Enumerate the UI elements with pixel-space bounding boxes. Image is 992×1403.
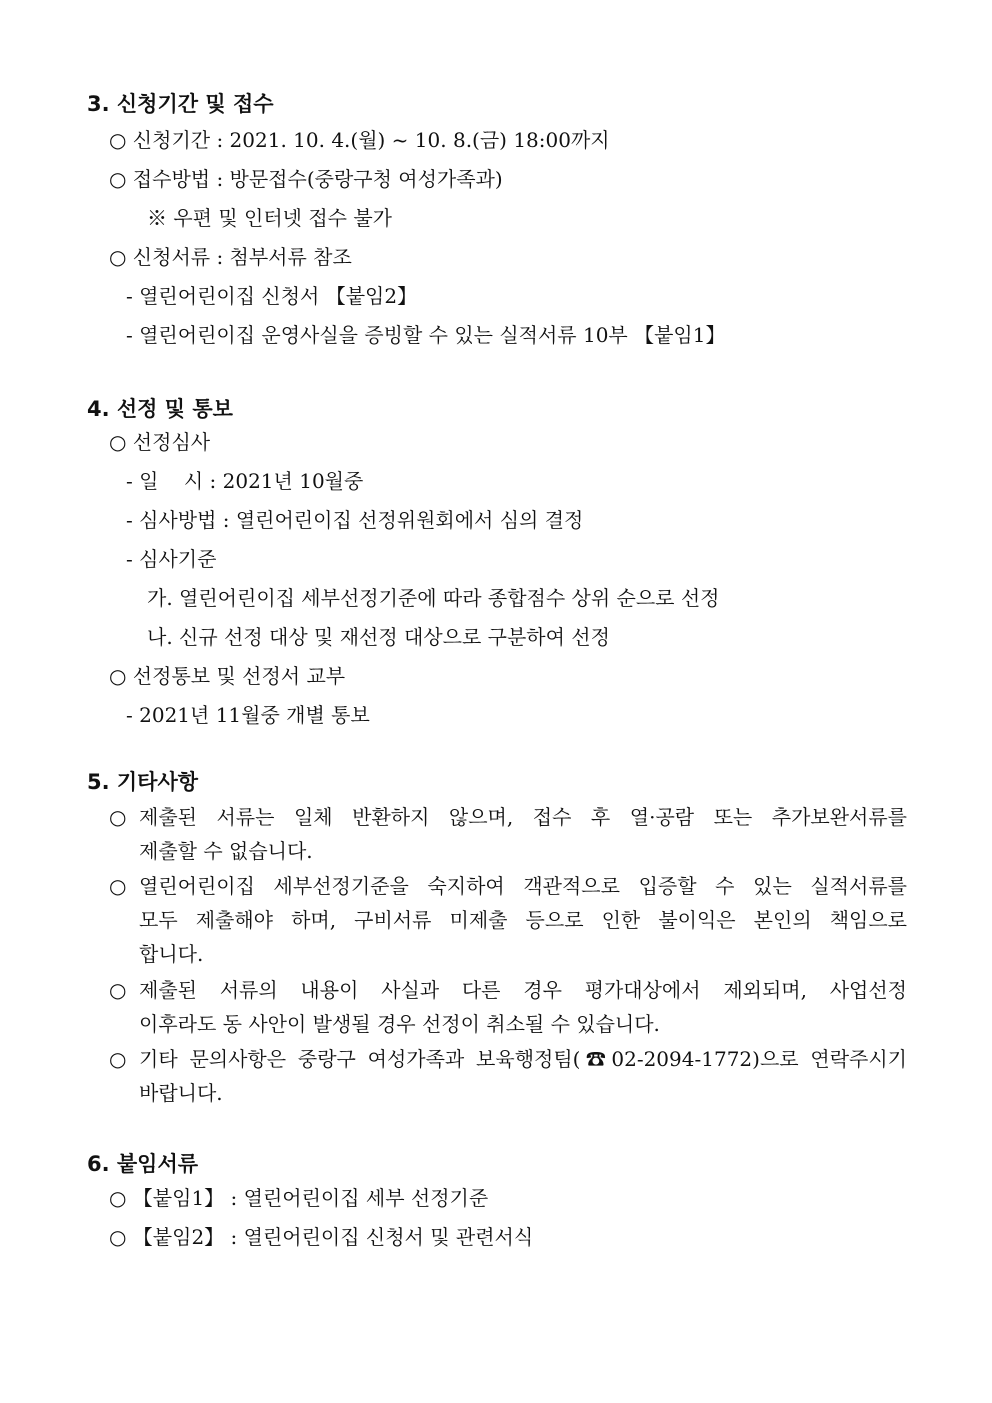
review-criteria: - 심사기준 [126, 547, 217, 571]
selection-notification: ○ 선정통보 및 선정서 교부 [109, 664, 346, 688]
criteria-na: 나. 신규 선정 대상 및 재선정 대상으로 구분하여 선정 [147, 625, 610, 649]
attachment-2: ○ 【붙임2】 : 열린어린이집 신청서 및 관련서식 [109, 1225, 534, 1249]
bullet-marker: ○ [109, 874, 127, 898]
review-date: - 일 시 : 2021년 10월중 [126, 469, 364, 493]
attachment-1: ○ 【붙임1】 : 열린어린이집 세부 선정기준 [109, 1186, 489, 1210]
other-item-3-line-1: 제출된 서류의 내용이 사실과 다른 경우 평가대상에서 제외되며, 사업선정 [139, 978, 907, 1002]
other-item-2-line-3: 합니다. [139, 942, 204, 966]
other-item-1-line-2: 제출할 수 없습니다. [139, 839, 313, 863]
other-item-1 [109, 803, 907, 831]
other-item-2-line-1: 열린어린이집 세부선정기준을 숙지하여 객관적으로 입증할 수 있는 실적서류를 [139, 874, 907, 898]
submission-note: ※ 우편 및 인터넷 접수 불가 [147, 206, 392, 230]
section-4-heading: 4. 선정 및 통보 [87, 397, 233, 421]
section-3-heading: 3. 신청기간 및 접수 [87, 92, 274, 116]
other-item-3 [109, 976, 907, 1004]
other-item-4-line-1: 기타 문의사항은 중랑구 여성가족과 보육행정팀(☎02-2094-1772)으로 연락주시기 [139, 1047, 907, 1071]
application-documents: ○ 신청서류 : 첨부서류 참조 [109, 245, 352, 269]
notification-timing: - 2021년 11월중 개별 통보 [126, 703, 370, 727]
other-item-4 [109, 1045, 907, 1073]
criteria-ga: 가. 열린어린이집 세부선정기준에 따라 종합점수 상위 순으로 선정 [147, 586, 720, 610]
bullet-marker: ○ [109, 805, 127, 829]
submission-method: ○ 접수방법 : 방문접수(중랑구청 여성가족과) [109, 167, 503, 191]
document-item-1: - 열린어린이집 신청서 【붙임2】 [126, 284, 418, 308]
other-item-3-line-2: 이후라도 동 사안이 발생될 경우 선정이 취소될 수 있습니다. [139, 1012, 660, 1036]
bullet-marker: ○ [109, 978, 127, 1002]
other-item-4-line-2: 바랍니다. [139, 1081, 223, 1105]
other-item-2-line-2: 모두 제출해야 하며, 구비서류 미제출 등으로 인한 불이익은 본인의 책임으로 [139, 908, 907, 932]
review-method: - 심사방법 : 열린어린이집 선정위원회에서 심의 결정 [126, 508, 584, 532]
bullet-marker: ○ [109, 1047, 127, 1071]
section-6-heading: 6. 붙임서류 [87, 1152, 199, 1176]
selection-review: ○ 선정심사 [109, 430, 211, 454]
other-item-1-line-1: 제출된 서류는 일체 반환하지 않으며, 접수 후 열·공람 또는 추가보완서류를 [139, 805, 907, 829]
other-item-2 [109, 872, 907, 900]
document-item-2: - 열린어린이집 운영사실을 증빙할 수 있는 실적서류 10부 【붙임1】 [126, 323, 726, 347]
application-period: ○ 신청기간 : 2021. 10. 4.(월) ~ 10. 8.(금) 18:00까지 [109, 128, 610, 152]
section-5-heading: 5. 기타사항 [87, 770, 199, 794]
